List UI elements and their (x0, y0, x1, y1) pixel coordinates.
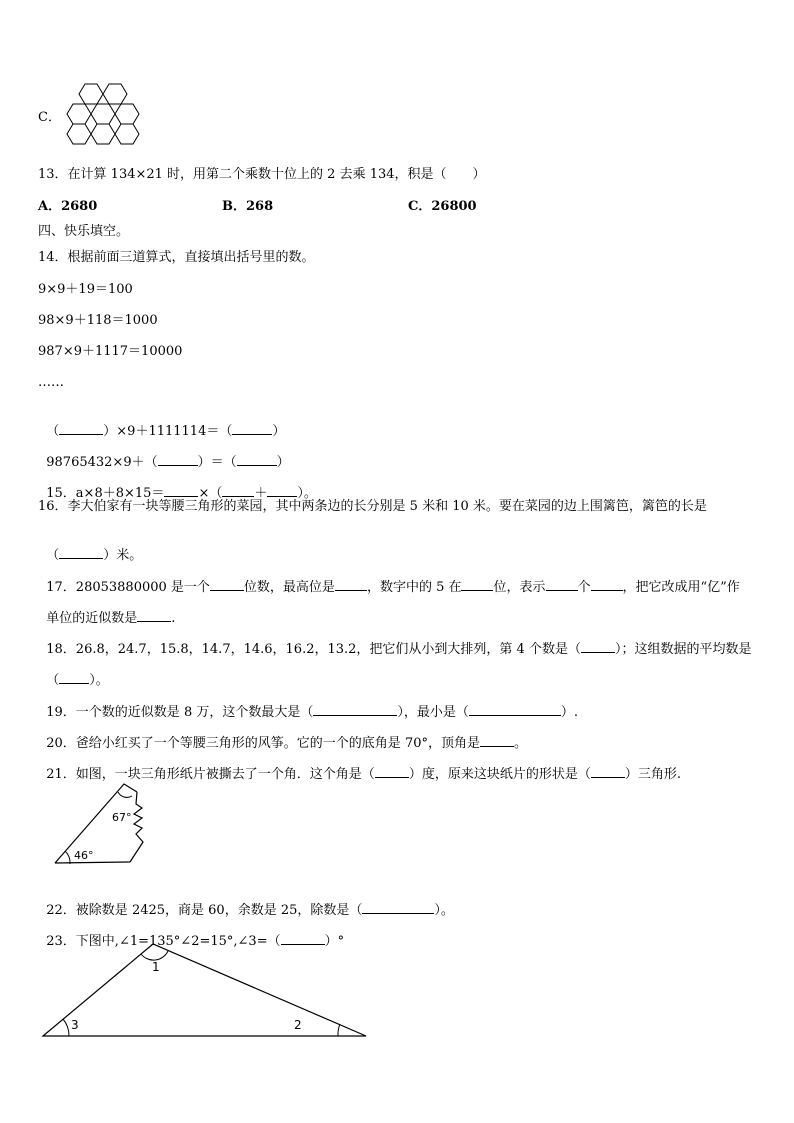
q22-line (38, 885, 454, 919)
q20-line (38, 718, 527, 752)
text-segment: 19．一个数的近似数是 8 万，这个数最大是（ (46, 705, 314, 720)
answer-blank[interactable] (375, 765, 409, 778)
text-segment: ）三角形. (624, 767, 681, 782)
text-segment: ）° (324, 934, 345, 949)
torn-triangle-figure (52, 778, 162, 868)
q17-line-1 (38, 562, 740, 596)
q17-line-2 (38, 593, 175, 627)
text-segment: ）×9＋1111114＝（ (103, 424, 233, 439)
text-segment: （ (46, 673, 60, 688)
q18-line-2 (38, 655, 109, 689)
text-segment: ）度，原来这块纸片的形状是（ (408, 767, 591, 782)
text-segment: ）米。 (103, 548, 143, 563)
answer-blank[interactable] (461, 578, 493, 591)
text-segment: 20．爸给小红买了一个等腰三角形的风筝。它的一个的底角是 70°，顶角是 (46, 736, 480, 751)
text-segment: 22．被除数是 2425，商是 60，余数是 25，除数是（ (46, 903, 363, 918)
answer-blank[interactable] (237, 453, 277, 466)
angle-label-1: 1 (152, 960, 160, 974)
text-segment: ＋ (254, 486, 268, 501)
text-segment: ）；这组数据的平均数是 (614, 642, 752, 657)
answer-blank[interactable] (137, 609, 171, 622)
text-segment: 23．下图中,∠1=135°∠2=15°,∠3=（ (46, 934, 281, 949)
text-segment: 位，表示 (493, 580, 546, 595)
text-segment: 位数，最高位是 (243, 580, 335, 595)
hexagon-figure (60, 80, 140, 155)
text-segment: 18．26.8，24.7，15.8，14.7，14.6，16.2，13.2，把它们从小到大排列，第 4 个数是（ (46, 642, 581, 657)
q14-stem: 14．根据前面三道算式，直接填出括号里的数。 (38, 250, 315, 265)
text-segment: ），最小是（ (397, 705, 469, 720)
q12-option-c-label: C． (38, 110, 61, 125)
text-segment: ） (276, 455, 290, 470)
text-segment: 15．a×8＋8×15＝ (46, 486, 165, 501)
q14-equation-1: 9×9＋19＝100 (38, 282, 133, 297)
text-segment: （ (46, 548, 60, 563)
answer-blank[interactable] (335, 578, 367, 591)
angle-label-top: 67° (112, 811, 132, 824)
text-segment: 个 (577, 580, 591, 595)
answer-blank[interactable] (581, 640, 615, 653)
q15-line (38, 468, 317, 502)
answer-blank[interactable] (59, 422, 103, 435)
answer-blank[interactable] (362, 901, 434, 914)
q16-line-1: 16．李大伯家有一块等腰三角形的菜园，其中两条边的长分别是 5 米和 10 米。要在菜园的边上围篱笆，篱笆的长是 (38, 499, 707, 514)
text-segment: 单位的近似数是 (46, 611, 138, 626)
text-segment: ）。 (297, 486, 317, 501)
answer-blank[interactable] (232, 422, 272, 435)
q16-line-2 (38, 530, 142, 564)
text-segment: 98765432×9＋（ (46, 455, 158, 470)
text-segment: ×（ (198, 486, 223, 501)
answer-blank[interactable] (164, 484, 198, 497)
text-segment: ，数字中的 5 在 (366, 580, 462, 595)
text-segment: ）。 (89, 673, 109, 688)
answer-blank[interactable] (591, 578, 623, 591)
angle-label-2: 2 (294, 1018, 302, 1032)
q14-equation-2: 98×9＋118＝1000 (38, 313, 158, 328)
answer-blank[interactable] (59, 671, 89, 684)
text-segment: ，把它改成用“亿”作 (622, 580, 740, 595)
answer-blank[interactable] (313, 703, 397, 716)
section-title: 四、快乐填空。 (38, 224, 130, 239)
q18-line-1 (38, 624, 751, 658)
q13-option-b: B．268 (222, 199, 274, 214)
text-segment: 21．如图，一块三角形纸片被撕去了一个角．这个角是（ (46, 767, 375, 782)
answer-blank[interactable] (158, 453, 198, 466)
q13-stem: 13．在计算 134×21 时，用第二个乘数十位上的 2 去乘 134，积是（ ） (38, 167, 486, 182)
text-segment: 17．28053880000 是一个 (46, 580, 210, 595)
answer-blank[interactable] (469, 703, 561, 716)
angle-label-left: 46° (74, 849, 94, 862)
text-segment: ）＝（ (197, 455, 237, 470)
q13-option-a: A．2680 (38, 199, 98, 214)
answer-blank[interactable] (591, 765, 625, 778)
q14-fill-line-2 (38, 437, 290, 471)
angle-triangle-figure (40, 940, 380, 1040)
angle-label-3: 3 (71, 1018, 79, 1032)
text-segment: （ (46, 424, 60, 439)
answer-blank[interactable] (267, 484, 297, 497)
text-segment: ）。 (434, 903, 454, 918)
answer-blank[interactable] (210, 578, 244, 591)
answer-blank[interactable] (546, 578, 578, 591)
q14-equation-3: 987×9＋1117＝10000 (38, 344, 183, 359)
text-segment: ）. (560, 705, 578, 720)
text-segment: ） (272, 424, 286, 439)
q13-option-c: C．26800 (408, 199, 477, 214)
text-segment: 。 (513, 736, 527, 751)
answer-blank[interactable] (480, 734, 514, 747)
q14-fill-line-1 (38, 406, 285, 440)
text-segment: . (171, 611, 176, 626)
q14-ellipsis: …… (38, 375, 64, 390)
answer-blank[interactable] (59, 546, 103, 559)
answer-blank[interactable] (222, 484, 254, 497)
q19-line (38, 687, 578, 721)
